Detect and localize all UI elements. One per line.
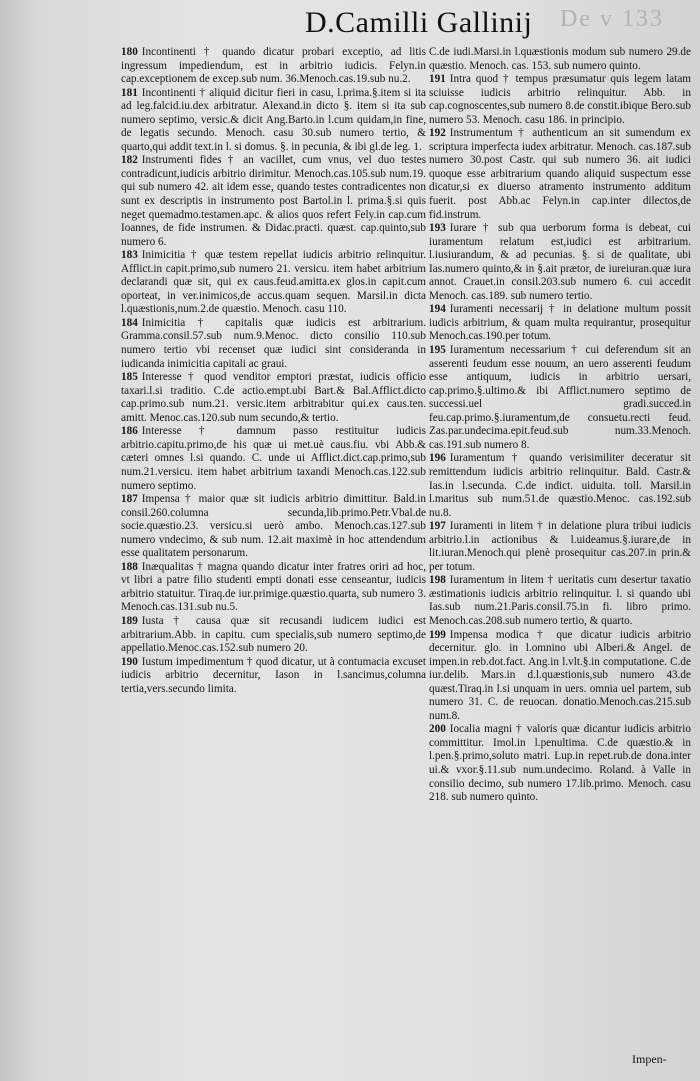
entry-number: 198 [429, 574, 446, 587]
entry-number: 184 [121, 316, 138, 329]
entry-number: 197 [429, 520, 446, 533]
index-entry [429, 303, 691, 344]
index-entry [121, 561, 426, 615]
index-entry [429, 344, 691, 452]
entry-number: 194 [429, 303, 446, 316]
entry-text: Inæqualitas † magna quando dicatur inter fratres oriri ad hoc, vt libri a patre filio studenti empti donati esse censeantur, iudicis arbitrio statuitur. Tiraq.de iur.primige.quæstio.quarta, sub numero 3. Menoch.cas.131.sub nu.5. [121, 560, 426, 614]
index-entry [429, 629, 691, 724]
entry-number: 199 [429, 628, 446, 641]
entry-text: Iocalia magni † valoris quæ dicantur iudicis arbitrio committitur. Imol.in l.penultima. C.de quæstio.& in l.pen.§.primo,soluto matri. Lup.in repet.rub.de dona.inter ui.& vxor.§.11.sub num.undecimo. Roland. à Valle in consilio decimo, sub numero 17.lib.primo. Menoch. casu 218. sub numero quinto. [429, 723, 691, 804]
entry-text: Interesse † quod venditor emptori præstat, iudicis officio taxari.l.si traditio. C.de actio.empt.ubi Bart.& Bal.Afflict.dicto cap.primo.sub num.21. versic.item arbitrabitur qui.ex caus.ten. amitt. Menoc.cas.120.sub num secundo,& tertio. [121, 371, 426, 424]
entry-number: 186 [121, 425, 138, 438]
entry-number: 195 [429, 344, 446, 357]
index-entry [429, 73, 691, 127]
index-entry [121, 615, 426, 656]
running-header: D.Camilli Gallinij [305, 6, 533, 39]
index-entry [429, 222, 691, 303]
bleed-through-text: De v 133 [560, 6, 664, 32]
entry-number: 187 [121, 493, 138, 506]
index-entry [121, 371, 426, 425]
index-entry [121, 46, 426, 87]
entry-text: Iuramentum † quando verisimiliter deceratur sit remittendum iudicis arbitrio relinquitur. Bald. Castr.& Ias.in l.secunda. C.de indict. uiduita. toll. Marsil.in l.maritus sub num.51.de quæstio.Menoc. cas.192.sub nu.8. [429, 452, 691, 519]
entry-text: Iuramenti in litem † in delatione plura tribui iudicis arbitrio.l.in actionibus & l.uideamus.§.iurare,de in lit.iuran.Menoch.qui plenè prosequitur cas.207.in prin.& per totum. [429, 520, 691, 573]
entry-number: 185 [121, 371, 138, 384]
index-entry [121, 249, 426, 317]
index-entry [121, 154, 426, 249]
entry-number: 188 [121, 560, 138, 573]
entry-number: 192 [429, 127, 446, 140]
entry-text: Iurare † sub qua uerborum forma is debeat, cui iuramentum relatum est,iudici est arbitrarium. l.iusiurandum, & ad pecunias. §. si de qualitate, ubi Ias.numero quinto,& in §.ait prætor, de iureiuran.quæ iura annot. Crauet.in consil.203.sub numero 6. cui accedit Menoch. cas.189. sub numero tertio. [429, 222, 691, 302]
entry-text: Inimicitia † capitalis quæ iudicis est arbitrarium. Gramma.consil.57.sub num.9.Menoc. dicto consilio 110.sub numero tertio vbi recenset quæ iudici sint consideranda in iudicanda inimicitia capitali ac graui. [121, 316, 426, 370]
index-entry [429, 520, 691, 574]
entry-text: Iuramentum necessarium † cui deferendum sit an asserenti feudum esse nouum, an uero asserenti feudum esse antiquum, iudicis in arbitrio uersari, cap.primo.§.ultimo.& ibi Afflict.numero septimo de successi.uel gradi.succed.in feu.cap.primo.§.iuramentum,de consuetu.recti feud. Zas.par.undecima.epit.feud.sub num.33.Menoch. cas.191.sub numero 8. [429, 344, 691, 451]
entry-text: Iusta † causa quæ sit recusandi iudicem iudici est arbitrarium.Abb. in capitu. cum specialis,sub numero septimo,de appellatio.Menoc.cas.152.sub numero 20. [121, 614, 426, 655]
index-entry [121, 656, 426, 697]
index-entry [429, 574, 691, 628]
entry-text: C.de iudi.Marsi.in l.quæstionis modum sub numero 29.de quæstio. Menoch. cas. 153. sub numero quinto. [429, 46, 691, 72]
entry-text: Iuramenti necessarij † in delatione multum possit iudicis arbitrium, & quam multa requirantur, prosequitur Menoch.cas.190.per totum. [429, 303, 691, 343]
index-entry [121, 87, 426, 155]
entry-text: Interesse † damnum passo restituitur iudicis arbitrio.capitu.primo,de his quæ ui met.uè caus.fiu. vbi Abb.& cæteri omnes l.si quando. C. unde ui Afflict.dict.cap.primo,sub num.21.versicu. item habet arbitrium taxandi Menoch.cas.122.sub numero septimo. [121, 425, 426, 492]
entry-number: 190 [121, 655, 138, 668]
right-column [429, 46, 691, 805]
index-entry [121, 317, 426, 371]
index-entry [429, 127, 691, 222]
entry-number: 181 [121, 86, 138, 99]
entry-text: Instrumenti fides † an vacillet, cum vnus, vel duo testes contradicunt,iudicis arbitrio dirimitur. Menoch.cas.105.sub num.19. qui sub numero 42. ait idem esse, quando testes contradicentes non sunt ex descriptis in instrumento post Bartol.in l. prima.§.si quis neget quemadmo.testamen.apc. & alios quos refert Fely.in cap.cum Ioannes, de fide instrumen. & Didac.practi. quæst. cap.quinto,sub numero 6. [121, 154, 426, 248]
entry-number: 200 [429, 723, 446, 736]
entry-number: 191 [429, 73, 446, 86]
index-entry [121, 493, 426, 561]
entry-text: Iustum impedimentum † quod dicatur, ut à contumacia excuset iudicis arbitrio decernitur, Iason in l.sancimus,columna tertia,vers.secundo limita. [121, 655, 426, 695]
entry-number: 182 [121, 154, 138, 167]
index-entry [121, 425, 426, 493]
left-column [121, 46, 426, 696]
entry-number: 180 [121, 46, 138, 58]
index-entry [429, 723, 691, 804]
entry-text: Instrumentum † authenticum an sit sumendum ex scriptura imperfecta iudex arbitratur. Menoch. cas.187.sub numero 30.post Castr. qui sub numero 36. ait iudici quoque esse arbitrarium quando aliquid suspectum esse dicatur,si ex diuerso atramento instrumento additum fuerit. post Abb.ac Felyn.in cap.inter dilectos,de fid.instrum. [429, 127, 691, 221]
entry-text: Incontinenti † quando dicatur probari exceptio, ad litis ingressum impediendum, est in arbitrio iudicis. Felyn.in cap.exceptionem de excep.sub num. 36.Menoch.cas.19.sub nu.2. [121, 46, 426, 86]
catchword: Impen- [632, 1052, 667, 1066]
index-entry [429, 46, 691, 73]
entry-number: 196 [429, 452, 446, 465]
entry-text: Inimicitia † quæ testem repellat iudicis arbitrio relinquitur. Afflict.in capit.primo,sub numero 21. versicu. item habet arbitrium declarandi quæ sit, qui ex caus.feud.amitta.ex glos.in capit.cum oporteat, in ver.inimicos,de accus.quam sequen. Marsil.in dicta l.quæstionis,num.2.de quæstio. Menoch. casu 110. [121, 249, 426, 316]
index-entry [429, 452, 691, 520]
entry-text: Intra quod † tempus præsumatur quis legem latam sciuisse iudicis arbitrio relinquitur. Abb. in cap.cognoscentes,sub numero 8.de constit.ibique Bero.sub numero 53. Menoch. casu 186. in principio. [429, 73, 691, 126]
entry-number: 189 [121, 614, 138, 627]
entry-number: 193 [429, 222, 446, 235]
entry-text: Incontinenti † aliquid dicitur fieri in casu, l.prima.§.item si ita ad leg.falcid.iu.dex arbitratur. Alexand.in dicto §. item si ita sub numero septimo, versic.& dicit Ang.Barto.in l.cum quidam,in fine, de legatis secundo. Menoch. casu 30.sub numero tertio, & quarto,qui addit text.in l. si domus. §. in pecunia, & ibi gl.de leg. 1. [121, 86, 426, 153]
entry-text: Impensa † maior quæ sit iudicis arbitrio dimittitur. Bald.in consil.260.columna secunda,lib.primo.Petr.Vbal.de socie.quæstio.23. versicu.si uerò ambo. Menoch.cas.127.sub numero vndecimo, & sub num. 12.ait maximè in hoc attendendum esse qualitatem personarum. [121, 493, 426, 560]
entry-text: Impensa modica † que dicatur iudicis arbitrio decernitur. glo. in l.omnino ubi Alberi.& Angel. de impen.in reb.dot.fact. Ang.in l.vlt.§.in computatione. C.de iur.delib. Mars.in d.l.quæstionis,sub numero 43.de quæst.Tiraq.in l.si unquam in uers. omnia uel partem, sub numero 31. C. de reuocan. donatio.Menoch.cas.215.sub num.8. [429, 628, 691, 722]
entry-text: Iuramentum in litem † ueritatis cum desertur taxatio æstimationis iudicis arbitrio relinquitur. l. si quando ubi Ias.sub num.21.Paris.consil.75.in fi. libro primo. Menoch.cas.208.sub numero tertio, & quarto. [429, 574, 691, 627]
entry-number: 183 [121, 249, 138, 262]
